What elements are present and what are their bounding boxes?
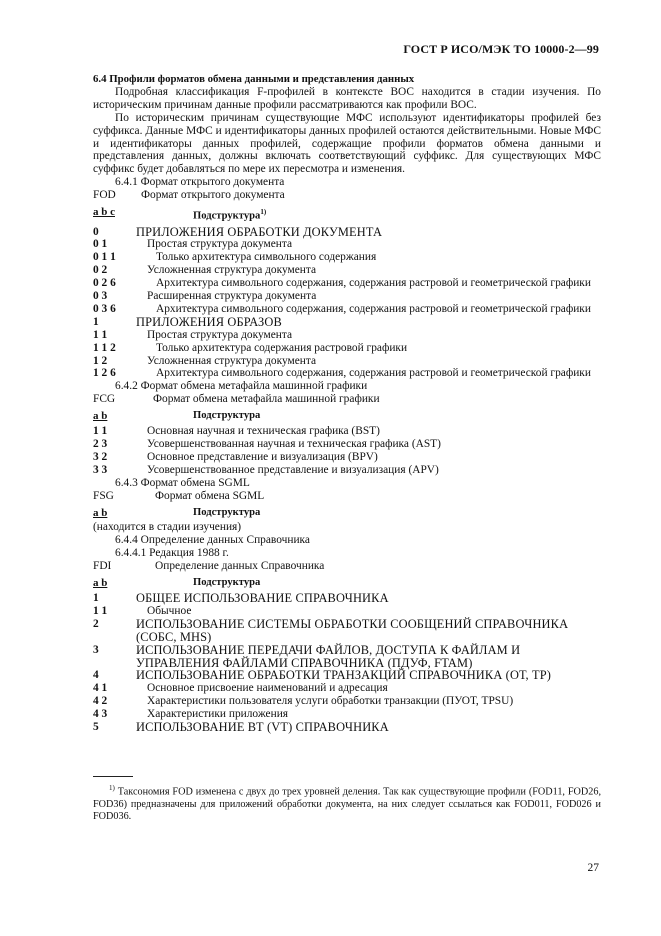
profile-name: Формат обмена метафайла машинной графики <box>153 393 380 406</box>
row-code: 1 1 2 <box>93 341 116 354</box>
subsection-title-642: 6.4.2 Формат обмена метафайла машинной графики <box>115 380 368 393</box>
row-code: 2 3 <box>93 438 108 450</box>
row-text: Архитектура символьного содержания, содержания растровой и геометрической графики <box>156 302 591 315</box>
subsection-title-6441: 6.4.4.1 Редакция 1988 г. <box>115 547 229 560</box>
row-text: Усложненная структура документа <box>147 354 317 367</box>
row-code: 0 3 <box>93 290 108 303</box>
row-code: 5 <box>93 721 99 734</box>
substructure-header <box>93 410 601 423</box>
profile-code: FOD <box>93 189 116 202</box>
row-code: 3 <box>93 643 99 656</box>
footnote-ref: 1) <box>260 208 267 217</box>
row-code: 3 2 <box>93 450 108 463</box>
substructure-header <box>93 507 601 520</box>
table-row <box>93 721 601 734</box>
table-row <box>93 355 601 368</box>
row-text: ИСПОЛЬЗОВАНИЕ ОБРАБОТКИ ТРАНЗАКЦИЙ СПРАВОЧНИКА (ОТ, TP) <box>136 668 552 683</box>
row-text: Усложненная структура документа <box>147 264 317 277</box>
row-code: 0 3 6 <box>93 302 116 315</box>
row-code: 1 <box>93 591 99 604</box>
row-text: Обычное <box>147 604 192 617</box>
table-row <box>93 264 601 277</box>
row-text: Усовершенствованное представление и визуализация (APV) <box>147 463 439 476</box>
table-row <box>93 238 601 251</box>
row-text: ИСПОЛЬЗОВАНИЕ ПЕРЕДАЧИ ФАЙЛОВ, ДОСТУПА К ФАЙЛАМ И УПРАВЛЕНИЯ ФАЙЛАМИ СПРАВОЧНИКА (ПДУФ, FTAM) <box>136 642 521 670</box>
table-row <box>93 290 601 303</box>
table-row <box>93 425 601 438</box>
page-body <box>93 73 601 734</box>
row-code: 1 1 <box>93 604 108 617</box>
row-text: Расширенная структура документа <box>147 290 317 303</box>
row-text: Только архитектура символьного содержания <box>156 251 377 264</box>
row-code: 4 <box>93 669 99 682</box>
row-text: ПРИЛОЖЕНИЯ ОБРАЗОВ <box>136 314 282 329</box>
header-code: a b <box>93 506 108 519</box>
substructure-header <box>93 577 601 590</box>
row-code: 0 <box>93 225 99 238</box>
row-code: 4 1 <box>93 682 108 695</box>
table-row <box>93 226 601 239</box>
table-row <box>93 451 601 464</box>
row-text: ИСПОЛЬЗОВАНИЕ СИСТЕМЫ ОБРАБОТКИ СООБЩЕНИЙ СПРАВОЧНИКА (СОБС, MHS) <box>136 616 569 644</box>
status-note: (находится в стадии изучения) <box>93 521 242 534</box>
row-text: ПРИЛОЖЕНИЯ ОБРАБОТКИ ДОКУМЕНТА <box>136 224 383 239</box>
row-text: Основное присвоение наименований и адресация <box>147 682 388 695</box>
table-row <box>93 669 601 682</box>
profile-code: FCG <box>93 393 116 406</box>
paragraph-1: Подробная классификация F-профилей в контексте ВОС находится в стадии изучения. По историческим причинам данные профили рассматриваются как профили ВОС. <box>93 85 601 111</box>
row-code: 0 2 6 <box>93 277 116 290</box>
header-label: Подструктура <box>193 506 261 518</box>
header-label: Подструктура <box>193 410 261 422</box>
row-code: 1 1 <box>93 425 108 438</box>
table-row <box>93 277 601 290</box>
row-text: Основная научная и техническая графика (BST) <box>147 425 380 438</box>
row-text: Основное представление и визуализация (BPV) <box>147 450 378 463</box>
profile-name: Формат открытого документа <box>141 189 285 202</box>
document-header: ГОСТ Р ИСО/МЭК ТО 10000-2—99 <box>403 42 599 56</box>
row-text: Простая структура документа <box>147 238 293 251</box>
row-text: Архитектура символьного содержания, содержания растровой и геометрической графики <box>156 277 591 290</box>
profile-pair-fsg <box>93 490 601 503</box>
table-row <box>93 438 601 451</box>
table-row <box>93 342 601 355</box>
row-code: 4 2 <box>93 695 108 708</box>
footnote-divider <box>93 776 133 777</box>
table-row <box>93 695 601 708</box>
row-code: 1 2 6 <box>93 367 116 380</box>
profile-pair-fcg <box>93 393 601 406</box>
row-text: ИСПОЛЬЗОВАНИЕ ВТ (VT) СПРАВОЧНИКА <box>136 720 389 735</box>
row-text: Только архитектура содержания растровой графики <box>156 341 408 354</box>
footnote <box>93 782 601 823</box>
row-code: 0 2 <box>93 264 108 277</box>
subsection-title-641: 6.4.1 Формат открытого документа <box>115 176 285 189</box>
profile-code: FDI <box>93 560 112 573</box>
row-code: 1 <box>93 315 99 328</box>
table-row <box>93 682 601 695</box>
header-label: Подструктура$^{1)}$ <box>193 208 267 222</box>
profile-name: Формат обмена SGML <box>155 489 265 502</box>
profile-code: FSG <box>93 489 114 502</box>
row-text: ОБЩЕЕ ИСПОЛЬЗОВАНИЕ СПРАВОЧНИКА <box>136 590 389 605</box>
subsection-title-644: 6.4.4 Определение данных Справочника <box>115 534 310 547</box>
table-row <box>93 251 601 264</box>
profile-pair-fdi <box>93 560 601 573</box>
fcg-table <box>93 425 601 477</box>
table-row <box>93 644 601 670</box>
paragraph-2: По историческим причинам существующие МФС используют идентификаторы профилей без суффикса. Данные МФС и идентификаторы данных профилей остаются действительными. Новые МФС и идентификаторы данных профилей, содержащие профили форматов обмена данными и представления данных, должны включать соответствующий суффикс. Для существующих МФС суффикс будет добавляться по мере их пересмотра и изменения. <box>93 111 601 176</box>
section-title: 6.4 Профили форматов обмена данными и представления данных <box>93 73 415 85</box>
substructure-header <box>93 206 601 223</box>
table-row <box>93 618 601 644</box>
header-label: Подструктура <box>193 577 261 589</box>
table-row <box>93 464 601 477</box>
row-code: 3 3 <box>93 463 108 476</box>
row-text: Простая структура документа <box>147 328 293 341</box>
table-row <box>93 329 601 342</box>
row-code: 1 1 <box>93 328 108 341</box>
table-row <box>93 592 601 605</box>
row-text: Характеристики приложения <box>147 708 289 721</box>
profile-pair-fod <box>93 189 601 202</box>
row-text: Архитектура символьного содержания, содержания растровой и геометрической графики <box>156 367 591 380</box>
header-code: a b c <box>93 206 115 219</box>
row-code: 1 2 <box>93 354 108 367</box>
row-code: 0 1 1 <box>93 251 116 264</box>
profile-name: Определение данных Справочника <box>155 560 325 573</box>
table-row <box>93 605 601 618</box>
header-code: a b <box>93 410 108 423</box>
footnote-text: Таксономия FOD изменена с двух до трех уровней деления. Так как существующие профили (FOD11, FOD26, FOD36) предназначены для приложений обработки документа, на них следует ссылаться как FOD011, FOD026 и FOD036. <box>93 786 601 822</box>
header-code: a b <box>93 577 108 590</box>
table-row <box>93 303 601 316</box>
footnote-mark: 1) <box>109 784 115 792</box>
row-text: Характеристики пользователя услуги обработки транзакции (ПУОТ, TPSU) <box>147 695 514 708</box>
row-code: 0 1 <box>93 238 108 251</box>
row-code: 2 <box>93 617 99 630</box>
fdi-table <box>93 592 601 734</box>
subsection-title-643: 6.4.3 Формат обмена SGML <box>115 476 250 489</box>
table-row <box>93 316 601 329</box>
page-number: 27 <box>587 862 599 874</box>
fod-table <box>93 226 601 381</box>
table-row <box>93 367 601 380</box>
row-code: 4 3 <box>93 708 108 721</box>
row-text: Усовершенствованная научная и техническая графика (AST) <box>147 438 441 450</box>
